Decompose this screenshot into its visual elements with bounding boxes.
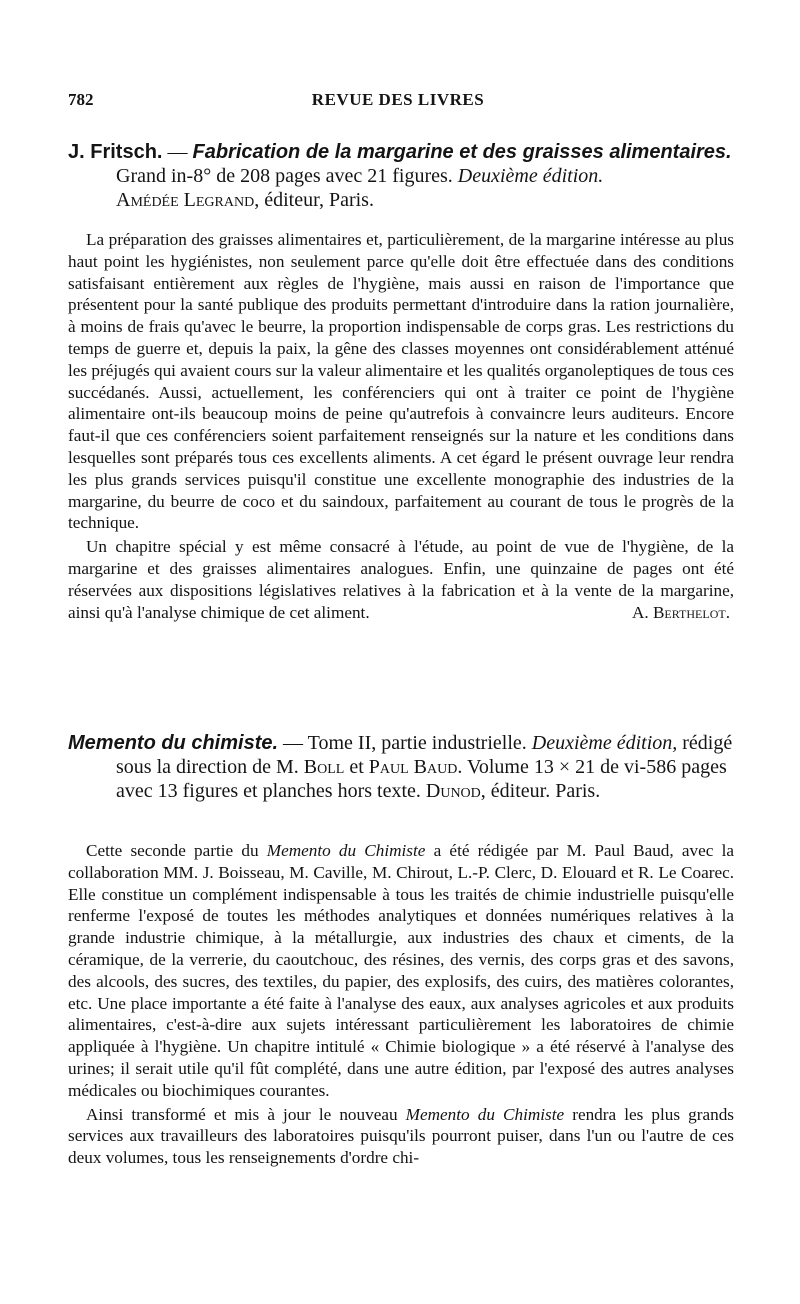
book-reference: Memento du Chimiste	[405, 1104, 565, 1124]
book-edition: Deuxième édition.	[457, 165, 604, 187]
book-author: J. Fritsch.	[68, 141, 163, 163]
review-paragraph-text: rendra les plus grands services aux travailleurs des laboratoires puisqu'ils pourront puiser, dans l'un ou l'autre de ces deux volumes, tous les renseignements d'ordre chi-	[68, 1104, 734, 1168]
running-title: REVUE DES LIVRES	[311, 90, 485, 109]
review-paragraph-text: Ainsi transformé et mis à jour le nouveau	[86, 1104, 406, 1124]
book-details: rédigé sous la direction de	[116, 732, 733, 778]
book-entry-heading	[68, 140, 734, 212]
book-details: . Volume 13 × 21 de vi-586 pages avec 13 figures et planches hors texte.	[116, 756, 727, 802]
book-details: Grand in-8° de 208 pages avec 21 figures.	[116, 165, 458, 187]
heading-dash: —	[162, 141, 193, 163]
publisher-name: Dunod	[425, 780, 481, 802]
publisher-info: , éditeur, Paris.	[254, 189, 374, 211]
book-edition: Deuxième édition,	[531, 732, 678, 754]
publisher-info: , éditeur. Paris.	[480, 780, 601, 802]
review-paragraph-text: Cette seconde partie du	[86, 841, 267, 860]
review-paragraph	[68, 840, 734, 1102]
book-reference: Memento du Chimiste	[266, 841, 426, 860]
editor-name: M. Boll	[275, 756, 345, 778]
editor-name: Paul Baud	[368, 756, 458, 778]
page-header	[68, 90, 728, 116]
book-details: Tome II, partie industrielle.	[307, 732, 532, 754]
review-paragraph	[68, 536, 734, 623]
book-entry-heading	[68, 731, 734, 803]
review-paragraph-text: a été rédigée par M. Paul Baud, avec la collaboration MM. J. Boisseau, M. Caville, M. Chirout, L.-P. Clerc, D. Elouard et R. Le Coarec. Elle constitue un complément indispensable à tous les traités de chimie industrielle puisqu'elle renferme l'exposé de toutes les méthodes analytiques et données numériques relatives à la grande industrie chimique, à la métallurgie, aux industries des chaux et ciments, de la céramique, de la verrerie, du caoutchouc, des résines, des vernis, des corps gras et des savons, des alcools, des sucres, des textiles, du papier, des explosifs, des cuirs, des matières colorantes, etc. Une place importante a été faite à l'analyse des eaux, aux analyses agricoles et aux produits alimentaires, c'est-à-dire aux sujets intéressant particulièrement les laboratoires de chimie appliquée à l'hygiène. Un chapitre intitulé « Chimie biologique » a été réservé à l'analyse des urines; il serait utile qu'il fût complété, dans une autre édition, par l'exposé des autres analyses médicales ou biochimiques courantes.	[68, 841, 734, 1100]
review-paragraph	[68, 1104, 734, 1169]
review-text	[68, 840, 734, 1169]
review-paragraph: La préparation des graisses alimentaires et, particulièrement, de la margarine intéresse au plus haut point les hygiénistes, non seulement parce qu'elle doit être effectuée dans des conditions satisfaisant entièrement aux règles de l'hygiène, mais aussi en raison de l'importance que présentent pour la santé publique des produits permettant d'introduire dans la ration journalière, à moins de frais qu'avec le beurre, la proportion indispensable de corps gras. Les restrictions du temps de guerre et, depuis la paix, la gêne des classes moyennes ont considérablement atténué les préjugés qui avaient cours sur la valeur alimentaire et les qualités organoleptiques de tous ces succédanés. Aussi, actuellement, les conférenciers qui ont à traiter ce point de l'hygiène alimentaire ont-ils beaucoup moins de peine qu'autrefois à convaincre leurs auditeurs. Encore faut-il que ces conférenciers soient parfaitement renseignés sur la nature et les conditions dans lesquelles sont préparés tous ces excellents aliments. A cet égard le présent ouvrage leur rendra les plus grands services puisqu'il constitue une excellente monographie des industries de la margarine, du beurre de coco et du saindoux, parfaitement au courant de tous le progrès de la technique.	[68, 230, 734, 533]
reviewer-signature: A. Berthelot.	[631, 602, 730, 622]
review-paragraph-text: Un chapitre spécial y est même consacré à l'étude, au point de vue de l'hygiène, de la margarine et des graisses alimentaires analogues. Enfin, une quinzaine de pages ont été réservées aux dispositions législatives relatives à la fabrication et à la vente de la margarine, ainsi qu'à l'analyse chimique de cet aliment.	[68, 537, 734, 622]
publisher-name: Amédée Legrand	[116, 189, 255, 211]
review-text	[68, 229, 734, 623]
book-title: Fabrication de la margarine et des graisses alimentaires.	[192, 141, 732, 163]
heading-dash: —	[278, 732, 308, 754]
book-title: Memento du chimiste.	[68, 732, 279, 754]
page-number: 782	[68, 90, 94, 109]
book-details: et	[344, 756, 369, 778]
